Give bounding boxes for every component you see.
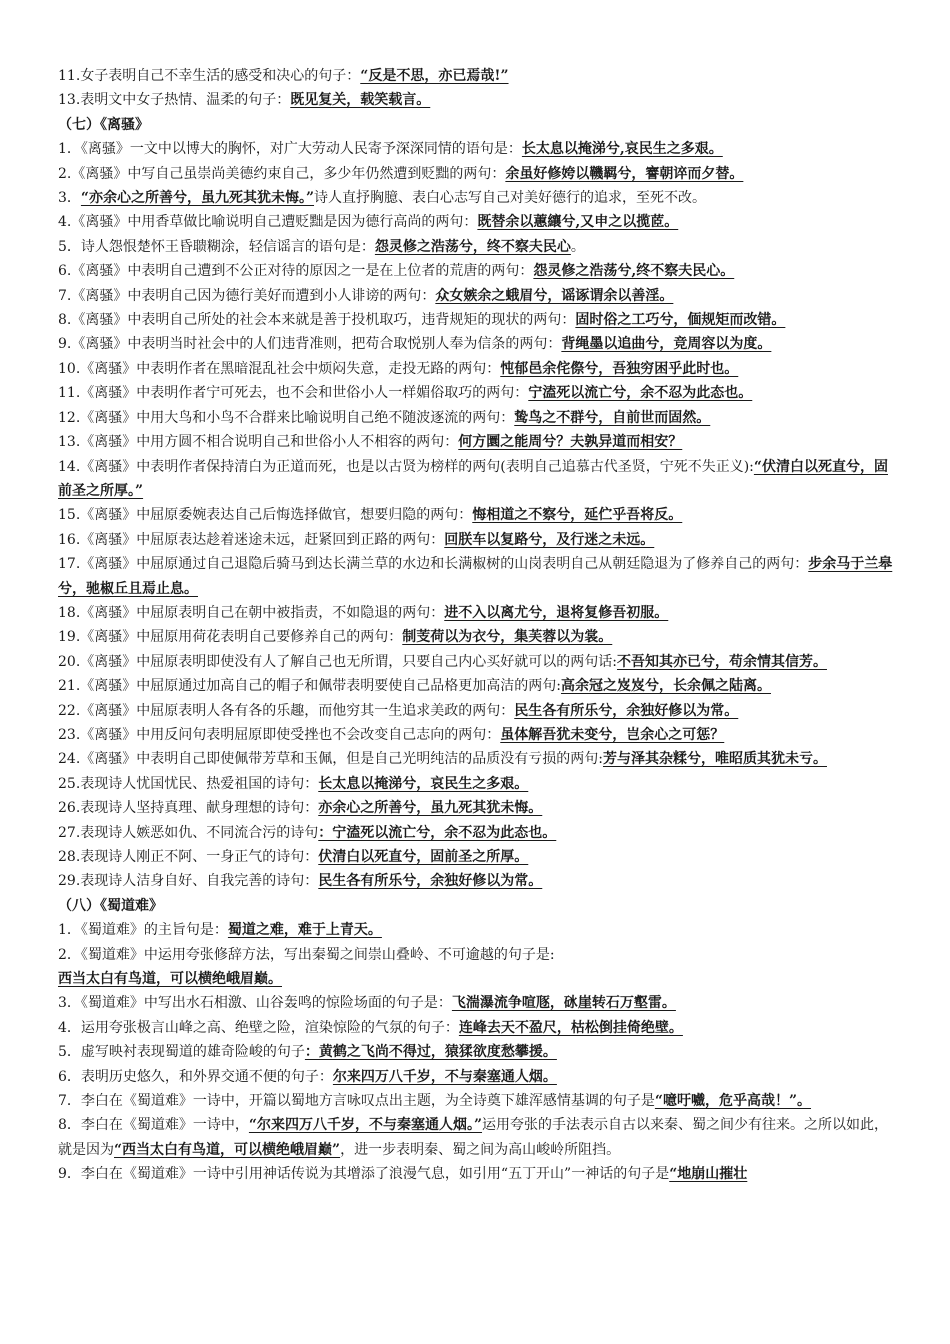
list-item: 3．“亦余心之所善兮，虽九死其犹未悔。”诗人直抒胸臆、表白心志写自己对美好德行的追求，至死不改。: [58, 190, 707, 207]
list-item: 13.表明文中女子热情、温柔的句子：既见复关，载笑载言。: [58, 92, 431, 109]
list-item: 21.《离骚》中屈原通过加高自己的帽子和佩带表明要使自己品格更加高洁的两句:高余冠之岌岌兮，长余佩之陆离。: [58, 678, 771, 695]
answer: 芳与泽其杂糅兮，唯昭质其犹未亏。: [602, 751, 827, 768]
answer: “尔来四万八千岁，不与秦塞通人烟。”: [248, 1117, 483, 1134]
answer: “伏清白以死直兮，固前圣之所厚。”: [58, 458, 888, 499]
answer: 何方圜之能周兮？夫孰异道而相安？: [458, 434, 683, 451]
list-item: 11.《离骚》中表明作者宁可死去，也不会和世俗小人一样媚俗取巧的两句：宁溘死以流亡兮，余不忍为此态也。: [58, 385, 753, 402]
list-item: 25.表现诗人忧国忧民、热爱祖国的诗句：长太息以掩涕兮，哀民生之多艰。: [58, 775, 529, 792]
answer: 伏清白以死直兮，固前圣之所厚。: [318, 849, 529, 865]
section-heading-lisao: （七）《离骚》: [58, 116, 149, 133]
answer: “地崩山摧壮: [669, 1166, 748, 1183]
answer: 不吾知其亦已兮，苟余情其信芳。: [616, 653, 827, 670]
answer: 怨灵修之浩荡兮，终不察夫民心: [374, 238, 571, 255]
list-item: 9．李白在《蜀道难》一诗中引用神话传说为其增添了浪漫气息，如引用“五丁开山”一神话的句子是“地崩山摧壮: [58, 1166, 748, 1183]
list-item: 16.《离骚》中屈原表达趁着迷途未远，赶紧回到正路的两句：回朕车以复路兮，及行迷之未远。: [58, 531, 655, 548]
answer: 民生各有所乐兮，余独好修以为常。: [318, 873, 543, 890]
list-item: 7．李白在《蜀道难》一诗中，开篇以蜀地方言咏叹点出主题，为全诗奠下雄浑感情基调的句子是“噫吁嚱，危乎高哉！”。: [58, 1093, 812, 1110]
answer: 回朕车以复路兮，及行迷之未远。: [444, 531, 655, 548]
answer: ：宁溘死以流亡兮，余不忍为此态也。: [318, 824, 557, 841]
list-item: 7.《离骚》中表明自己因为德行美好而遭到小人诽谤的两句：众女嫉余之蛾眉兮，谣诼谓余以善淫。: [58, 287, 674, 304]
answer: “西当太白有鸟道，可以横绝峨眉巅”: [114, 1141, 341, 1158]
list-item: 19.《离骚》中屈原用荷花表明自己要修养自己的两句：制芰荷以为衣兮，集芙蓉以为裳。: [58, 629, 613, 646]
list-item: 4．运用夸张极言山峰之高、绝壁之险，渲染惊险的气氛的句子：连峰去天不盈尺，枯松倒挂倚绝壁。: [58, 1019, 683, 1036]
list-item: 26.表现诗人坚持真理、献身理想的诗句：亦余心之所善兮，虽九死其犹未悔。: [58, 800, 543, 817]
answer: 固时俗之工巧兮，偭规矩而改错。: [575, 312, 786, 329]
answer: 民生各有所乐兮，余独好修以为常。: [514, 702, 739, 719]
list-item: 23.《离骚》中用反问句表明屈原即使受挫也不会改变自己志向的两句：虽体解吾犹未变兮，岂余心之可惩？: [58, 726, 725, 743]
answer: 宁溘死以流亡兮，余不忍为此态也。: [528, 385, 753, 402]
list-item: 8.《离骚》中表明自己所处的社会本来就是善于投机取巧，违背规矩的现状的两句：固时俗之工巧兮，偭规矩而改错。: [58, 312, 786, 329]
answer: 虽体解吾犹未变兮，岂余心之可惩？: [500, 726, 725, 743]
answer: 鸷鸟之不群兮，自前世而固然。: [514, 409, 711, 426]
answer: 既替余以蕙纕兮,又申之以揽茝。: [477, 214, 679, 231]
answer: 既见复关，载笑载言。: [290, 92, 431, 109]
list-item: 10.《离骚》中表明作者在黑暗混乱社会中烦闷失意，走投无路的两句：忳郁邑余侘傺兮，吾独穷困乎此时也。: [58, 360, 739, 377]
list-item: 27.表现诗人嫉恶如仇、不同流合污的诗句：宁溘死以流亡兮，余不忍为此态也。: [58, 824, 557, 841]
list-item: 15.《离骚》中屈原委婉表达自己后悔选择做官，想要归隐的两句：悔相道之不察兮，延伫乎吾将反。: [58, 507, 683, 524]
list-item: 2．《蜀道难》中运用夸张修辞方法，写出秦蜀之间崇山叠岭、不可逾越的句子是: 西当太白有鸟道，可以横绝峨眉巅。: [58, 946, 555, 988]
answer: 连峰去天不盈尺，枯松倒挂倚绝壁。: [458, 1019, 683, 1036]
section-heading-shudaonan: （八）《蜀道难》: [58, 897, 163, 914]
list-item: 20.《离骚》中屈原表明即使没有人了解自己也无所谓，只要自己内心买好就可以的两句话:不吾知其亦已兮，苟余情其信芳。: [58, 653, 827, 670]
answer: 众女嫉余之蛾眉兮，谣诼谓余以善淫。: [435, 287, 674, 304]
answer: 蜀道之难，难于上青天。: [227, 922, 382, 939]
list-item: 12.《离骚》中用大鸟和小鸟不合群来比喻说明自己绝不随波逐流的两句：鸷鸟之不群兮，自前世而固然。: [58, 409, 711, 426]
answer: 长太息以掩涕兮,哀民生之多艰。: [521, 141, 723, 158]
list-item: 5．虚写映衬表现蜀道的雄奇险峻的句子：黄鹤之飞尚不得过，猿猱欲度愁攀援。: [58, 1044, 557, 1061]
answer: “噫吁嚱，危乎高哉！”。: [654, 1093, 812, 1110]
answer: 悔相道之不察兮，延伫乎吾将反。: [472, 507, 683, 524]
list-item: 6.《离骚》中表明自己遭到不公正对待的原因之一是在上位者的荒唐的两句：怨灵修之浩荡兮,终不察夫民心。: [58, 263, 735, 280]
answer: “亦余心之所善兮，虽九死其犹未悔。”: [80, 190, 315, 207]
answer: 怨灵修之浩荡兮,终不察夫民心。: [533, 263, 735, 280]
answer: 步余马于兰皋兮，驰椒丘且焉止息。: [58, 556, 893, 597]
list-item: 18.《离骚》中屈原表明自己在朝中被指责，不如隐退的两句：进不入以离尤兮，退将复修吾初服。: [58, 604, 669, 621]
document-page: [58, 64, 894, 1187]
list-item: 13.《离骚》中用方圆不相合说明自己和世俗小人不相容的两句：何方圜之能周兮？夫孰异道而相安？: [58, 434, 683, 451]
answer: “反是不思，亦已焉哉!”: [360, 68, 509, 84]
list-item: 28.表现诗人刚正不阿、一身正气的诗句：伏清白以死直兮，固前圣之所厚。: [58, 849, 529, 865]
list-item: 3．《蜀道难》中写出水石相激、山谷轰鸣的惊险场面的句子是：飞湍瀑流争喧豗，砯崖转石万壑雷。: [58, 995, 676, 1012]
list-item: 8．李白在《蜀道难》一诗中，“尔来四万八千岁，不与秦塞通人烟。”运用夸张的手法表示自古以来秦、蜀之间少有往来。之所以如此，就是因为“西当太白有鸟道，可以横绝峨眉巅”，进一步表明秦、蜀之间为高山峻岭所阻挡。: [58, 1117, 889, 1158]
list-item: 4.《离骚》中用香草做比喻说明自己遭贬黜是因为德行高尚的两句：既替余以蕙纕兮,又申之以揽茝。: [58, 214, 679, 231]
list-item: 11.女子表明自己不幸生活的感受和决心的句子：“反是不思，亦已焉哉!”: [58, 68, 509, 84]
list-item: 29.表现诗人洁身自好、自我完善的诗句：民生各有所乐兮，余独好修以为常。: [58, 873, 543, 890]
answer: 飞湍瀑流争喧豗，砯崖转石万壑雷。: [451, 995, 676, 1012]
list-item: 14.《离骚》中表明作者保持清白为正道而死，也是以古贤为榜样的两句(表明自己追慕古代圣贤，宁死不失正义):“伏清白以死直兮，固前圣之所厚。”: [58, 458, 888, 499]
list-item: 9.《离骚》中表明当时社会中的人们违背准则，把苟合取悦别人奉为信条的两句：背绳墨以追曲兮，竞周容以为度。: [58, 336, 772, 353]
list-item: 24.《离骚》中表明自己即使佩带芳草和玉佩，但是自己光明纯洁的品质没有亏损的两句:芳与泽其杂糅兮，唯昭质其犹未亏。: [58, 751, 827, 768]
answer: 进不入以离尤兮，退将复修吾初服。: [444, 604, 669, 621]
answer: 忳郁邑余侘傺兮，吾独穷困乎此时也。: [500, 360, 739, 377]
answer: 背绳墨以追曲兮，竞周容以为度。: [561, 336, 772, 353]
list-item: 22.《离骚》中屈原表明人各有各的乐趣，而他穷其一生追求美政的两句：民生各有所乐兮，余独好修以为常。: [58, 702, 739, 719]
answer: 余虽好修姱以鞿羁兮，謇朝谇而夕替。: [505, 165, 744, 182]
answer: 高余冠之岌岌兮，长余佩之陆离。: [560, 678, 771, 695]
answer: ：黄鹤之飞尚不得过，猿猱欲度愁攀援。: [304, 1044, 557, 1061]
answer: 西当太白有鸟道，可以横绝峨眉巅。: [58, 971, 282, 988]
list-item: 5．诗人怨恨楚怀王昏聩糊涂，轻信谣言的语句是：怨灵修之浩荡兮，终不察夫民心。: [58, 238, 585, 255]
answer: 亦余心之所善兮，虽九死其犹未悔。: [318, 800, 543, 817]
list-item: 1．《离骚》一文中以博大的胸怀，对广大劳动人民寄予深深同情的语句是：长太息以掩涕兮,哀民生之多艰。: [58, 141, 723, 158]
answer: 制芰荷以为衣兮，集芙蓉以为裳。: [402, 629, 613, 646]
answer: 长太息以掩涕兮，哀民生之多艰。: [318, 775, 529, 792]
list-item: 6．表明历史悠久，和外界交通不便的句子：尔来四万八千岁，不与秦塞通人烟。: [58, 1068, 557, 1085]
answer: 尔来四万八千岁，不与秦塞通人烟。: [332, 1068, 557, 1085]
list-item: 2.《离骚》中写自己虽崇尚美德约束自己，多少年仍然遭到贬黜的两句：余虽好修姱以鞿羁兮，謇朝谇而夕替。: [58, 165, 744, 182]
list-item: 1．《蜀道难》的主旨句是：蜀道之难，难于上青天。: [58, 922, 382, 939]
list-item: 17.《离骚》中屈原通过自己退隐后骑马到达长满兰草的水边和长满椒树的山岗表明自己从朝廷隐退为了修养自己的两句：步余马于兰皋兮，驰椒丘且焉止息。: [58, 556, 893, 597]
